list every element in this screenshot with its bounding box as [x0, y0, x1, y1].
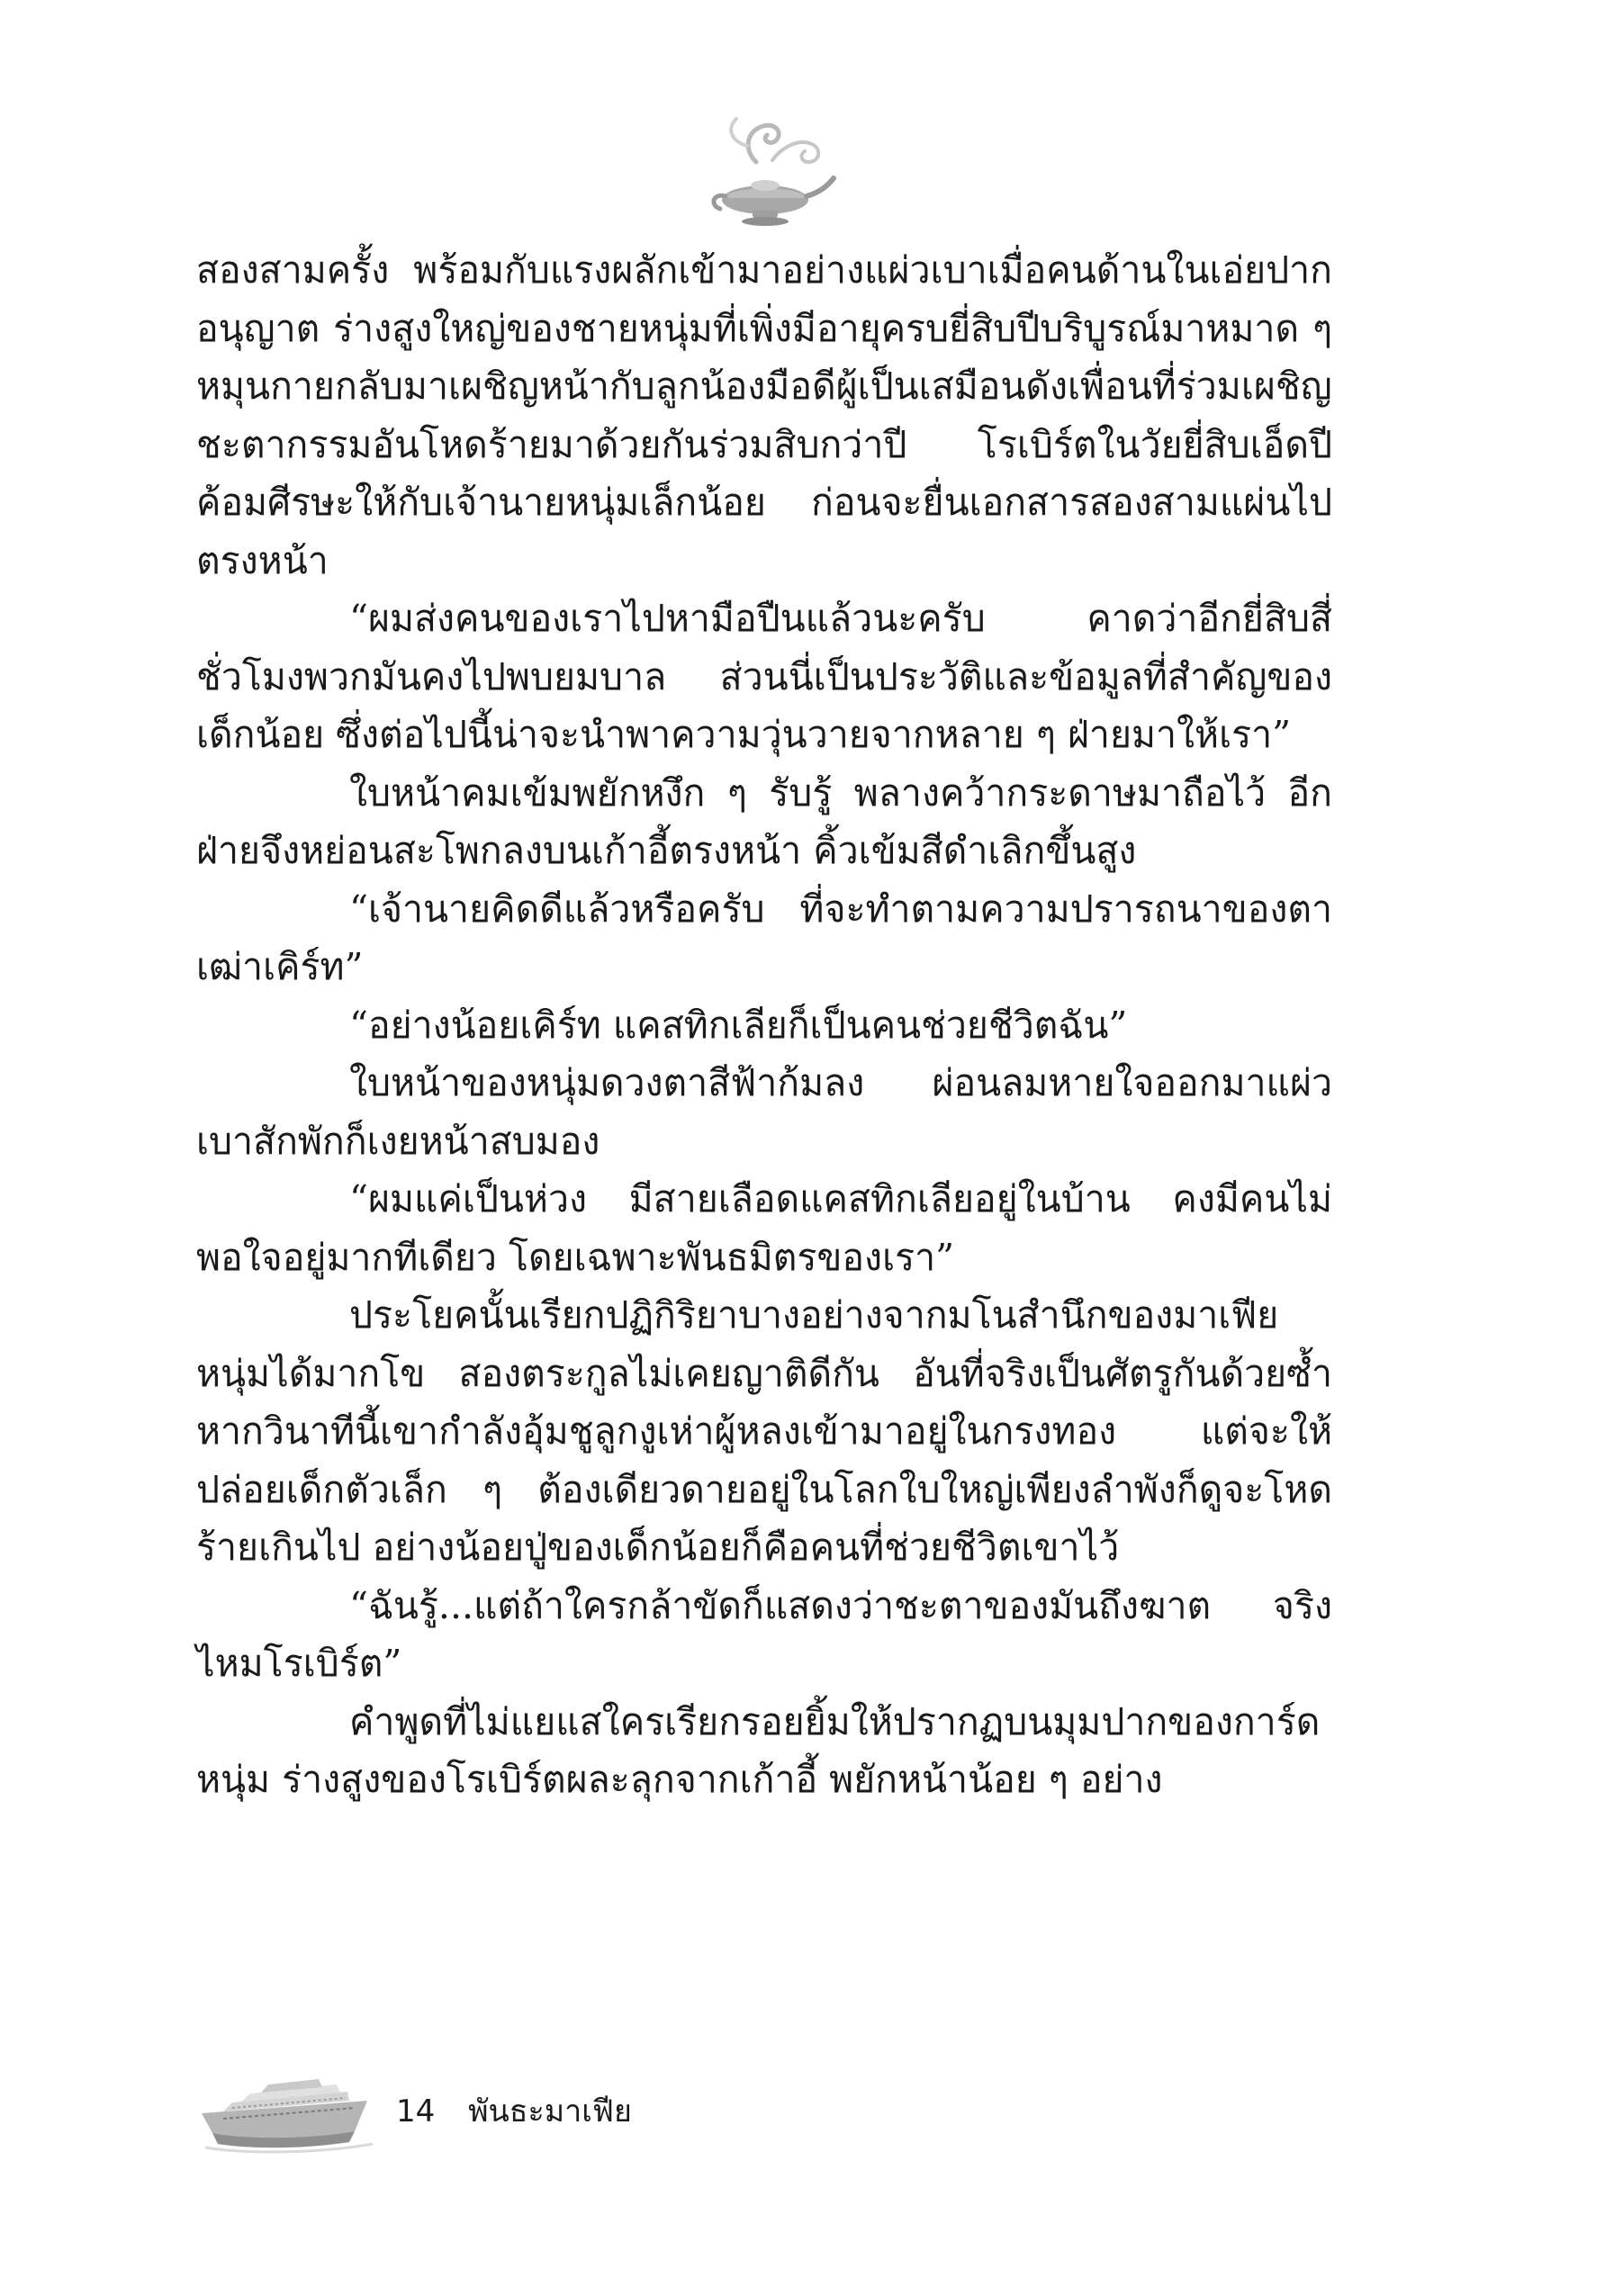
paragraph: “ผมแค่เป็นห่วง มีสายเลือดแคสทิกเลียอยู่ในบ้าน คงมีคนไม่พอใจอยู่มากทีเดียว โดยเฉพาะพันธมิตรของเรา”: [196, 1177, 1332, 1279]
paragraph: ใบหน้าคมเข้มพยักหงึก ๆ รับรู้ พลางคว้ากระดาษมาถือไว้ อีกฝ่ายจึงหย่อนสะโพกลงบนเก้าอี้ตรงหน้า คิ้วเข้มสีดำเลิกขึ้นสูง: [196, 770, 1332, 872]
paragraph: คำพูดที่ไม่แยแสใครเรียกรอยยิ้มให้ปรากฏบนมุมปากของการ์ดหนุ่ม ร่างสูงของโรเบิร์ตผละลุกจากเก้าอี้ พยักหน้าน้อย ๆ อย่าง: [196, 1699, 1321, 1801]
genie-lamp-icon: [693, 99, 837, 234]
cruise-ship-icon: [196, 2061, 376, 2156]
paragraph: “ฉันรู้...แต่ถ้าใครกล้าขัดก็แสดงว่าชะตาของมันถึงฆาต จริงไหมโรเบิร์ต”: [196, 1583, 1332, 1685]
page-number: 14: [396, 2093, 436, 2129]
paragraph: สองสามครั้ง พร้อมกับแรงผลักเข้ามาอย่างแผ่วเบาเมื่อคนด้านในเอ่ยปากอนุญาต ร่างสูงใหญ่ของชายหนุ่มที่เพิ่งมีอายุครบยี่สิบปีบริบูรณ์มาหมาด ๆ หมุนกายกลับมาเผชิญหน้ากับลูกน้องมือดีผู้เป็นเสมือนดังเพื่อนที่ร่วมเผชิญชะตากรรมอันโหดร้ายมาด้วยกันร่วมสิบกว่าปี โรเบิร์ตในวัยยี่สิบเอ็ดปีค้อมศีรษะให้กับเจ้านายหนุ่มเล็กน้อย ก่อนจะยื่นเอกสารสองสามแผ่นไปตรงหน้า: [196, 248, 1332, 582]
paragraph: ใบหน้าของหนุ่มดวงตาสีฟ้าก้มลง ผ่อนลมหายใจออกมาแผ่วเบาสักพักก็เงยหน้าสบมอง: [196, 1061, 1332, 1163]
page-footer: [196, 2061, 736, 2160]
paragraph: “เจ้านายคิดดีแล้วหรือครับ ที่จะทำตามความปรารถนาของตาเฒ่าเคิร์ท”: [196, 887, 1332, 988]
paragraph: “อย่างน้อยเคิร์ท แคสทิกเลียก็เป็นคนช่วยชีวิตฉัน”: [349, 1003, 1128, 1047]
paragraph: “ผมส่งคนของเราไปหามือปืนแล้วนะครับ คาดว่าอีกยี่สิบสี่ชั่วโมงพวกมันคงไปพบยมบาล ส่วนนี่เป็นประวัติและข้อมูลที่สำคัญของเด็กน้อย ซึ่งต่อไปนี้น่าจะนำพาความวุ่นวายจากหลาย ๆ ฝ่ายมาให้เรา”: [196, 597, 1332, 756]
page-folio: [396, 2086, 632, 2135]
book-title: พันธะมาเฟีย: [468, 2093, 632, 2129]
paragraph: ประโยคนั้นเรียกปฏิกิริยาบางอย่างจากมโนสำนึกของมาเฟียหนุ่มได้มากโข สองตระกูลไม่เคยญาติดีกัน อันที่จริงเป็นศัตรูกันด้วยซ้ำ หากวินาทีนี้เขากำลังอุ้มชูลูกงูเห่าผู้หลงเข้ามาอยู่ในกรงทอง แต่จะให้ปล่อยเด็กตัวเล็ก ๆ ต้องเดียวดายอยู่ในโลกใบใหญ่เพียงลำพังก็ดูจะโหดร้ายเกินไป อย่างน้อยปู่ของเด็กน้อยก็คือคนที่ช่วยชีวิตเขาไว้: [196, 1293, 1332, 1569]
body-text: [196, 241, 1332, 1809]
